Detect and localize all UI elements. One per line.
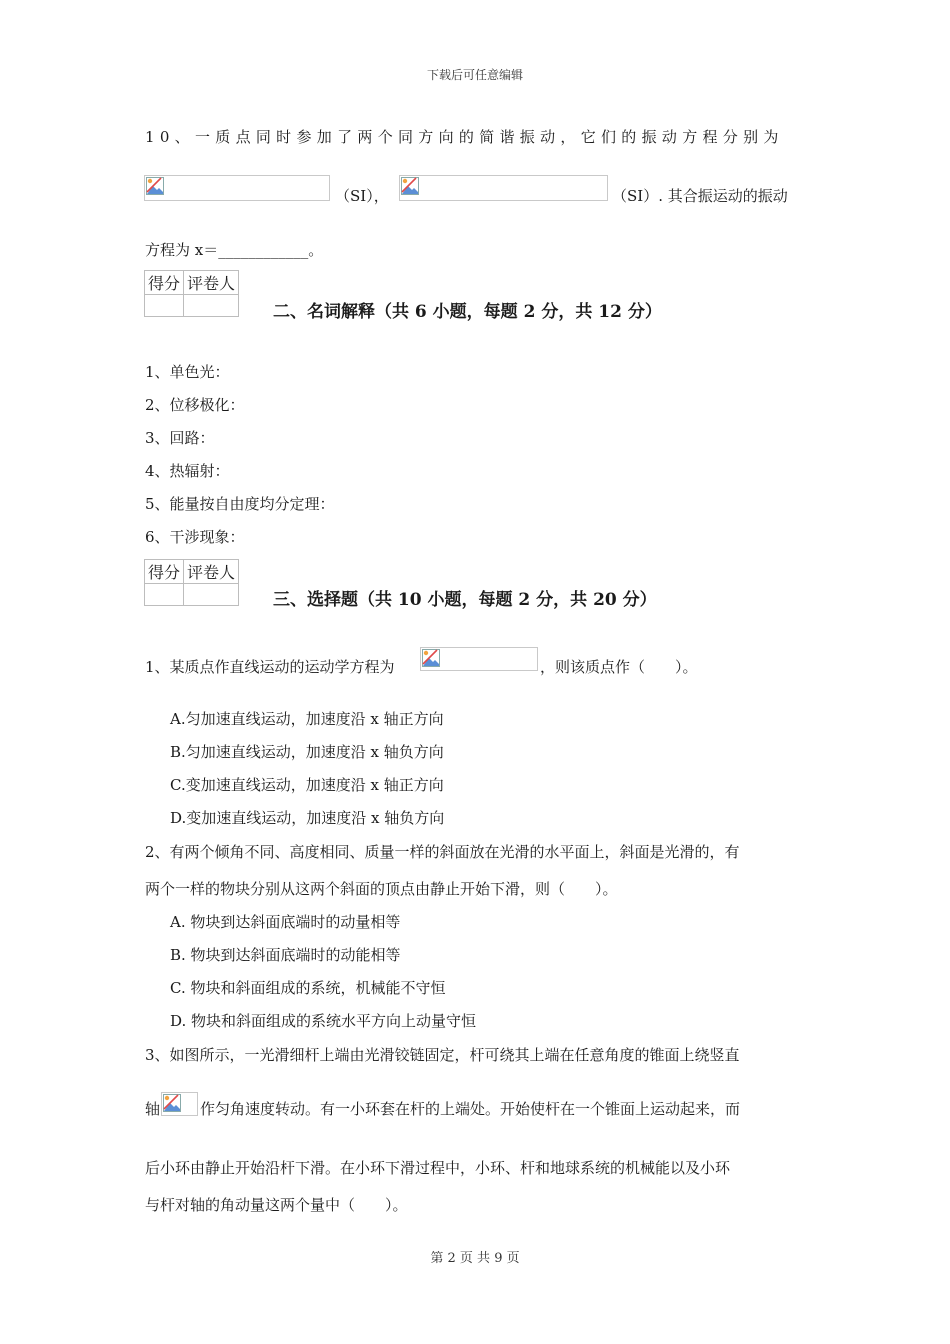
q2-option: D. 物块和斜面组成的系统水平方向上动量守恒 <box>170 1012 477 1030</box>
formula-image-3 <box>420 647 538 671</box>
q10-line1: 10、一质点同时参加了两个同方向的简谐振动，它们的振动方程分别为 <box>145 128 784 146</box>
q10-si2: （SI）. 其合振运动的振动 <box>612 187 788 205</box>
q3-line4: 与杆对轴的角动量这两个量中（ ）。 <box>145 1196 408 1214</box>
broken-image-icon <box>422 649 440 667</box>
section2-item: 6、干涉现象： <box>145 528 245 546</box>
section2-item: 1、单色光： <box>145 363 230 381</box>
figure-image <box>161 1092 198 1116</box>
section3-title: 三、选择题（共 10 小题，每题 2 分，共 20 分） <box>273 590 657 610</box>
q1-stem-a: 1、某质点作直线运动的运动学方程为 <box>145 658 395 676</box>
page-header: 下载后可任意编辑 <box>426 68 523 82</box>
grader-label: 评卷人 <box>184 560 239 584</box>
page-footer: 第 2 页 共 9 页 <box>430 1251 520 1266</box>
score-cell <box>145 295 184 317</box>
score-label: 得分 <box>145 560 184 584</box>
score-table-2 <box>144 270 239 317</box>
section2-item: 5、能量按自由度均分定理： <box>145 495 335 513</box>
section2-item: 2、位移极化： <box>145 396 245 414</box>
q2-option: C. 物块和斜面组成的系统，机械能不守恒 <box>170 979 446 997</box>
broken-image-icon <box>163 1094 181 1112</box>
q2-line1: 2、有两个倾角不同、高度相同、质量一样的斜面放在光滑的水平面上，斜面是光滑的，有 <box>145 843 740 861</box>
score-label: 得分 <box>145 271 184 295</box>
q1-option: C.变加速直线运动，加速度沿 x 轴正方向 <box>170 776 444 794</box>
q2-line2: 两个一样的物块分别从这两个斜面的顶点由静止开始下滑，则（ ）。 <box>145 880 618 898</box>
q3-line2-a: 轴 <box>145 1100 161 1118</box>
q3-line2-b: 作匀角速度转动。有一小环套在杆的上端处。开始使杆在一个锥面上运动起来，而 <box>200 1100 741 1118</box>
q1-option: D.变加速直线运动，加速度沿 x 轴负方向 <box>170 809 445 827</box>
q10-si1: （SI）， <box>335 187 389 205</box>
formula-image-1 <box>144 175 330 201</box>
q1-stem-b: ，则该质点作（ ）。 <box>540 658 698 676</box>
formula-image-2 <box>399 175 608 201</box>
score-cell <box>145 584 184 606</box>
q3-line1: 3、如图所示，一光滑细杆上端由光滑铰链固定，杆可绕其上端在任意角度的锥面上绕竖直 <box>145 1046 740 1064</box>
q2-option: B. 物块到达斜面底端时的动能相等 <box>170 946 401 964</box>
q1-option: B.匀加速直线运动，加速度沿 x 轴负方向 <box>170 743 444 761</box>
broken-image-icon <box>146 177 164 195</box>
grader-label: 评卷人 <box>184 271 239 295</box>
grader-cell <box>184 295 239 317</box>
score-table-3 <box>144 559 239 606</box>
q3-line3: 后小环由静止开始沿杆下滑。在小环下滑过程中，小环、杆和地球系统的机械能以及小环 <box>145 1159 731 1177</box>
broken-image-icon <box>401 177 419 195</box>
grader-cell <box>184 584 239 606</box>
q2-option: A. 物块到达斜面底端时的动量相等 <box>170 913 401 931</box>
section2-item: 3、回路： <box>145 429 215 447</box>
q1-option: A.匀加速直线运动，加速度沿 x 轴正方向 <box>170 710 444 728</box>
section2-item: 4、热辐射： <box>145 462 230 480</box>
section2-title: 二、名词解释（共 6 小题，每题 2 分，共 12 分） <box>273 302 662 322</box>
q10-line3: 方程为 x＝____________。 <box>145 241 324 259</box>
